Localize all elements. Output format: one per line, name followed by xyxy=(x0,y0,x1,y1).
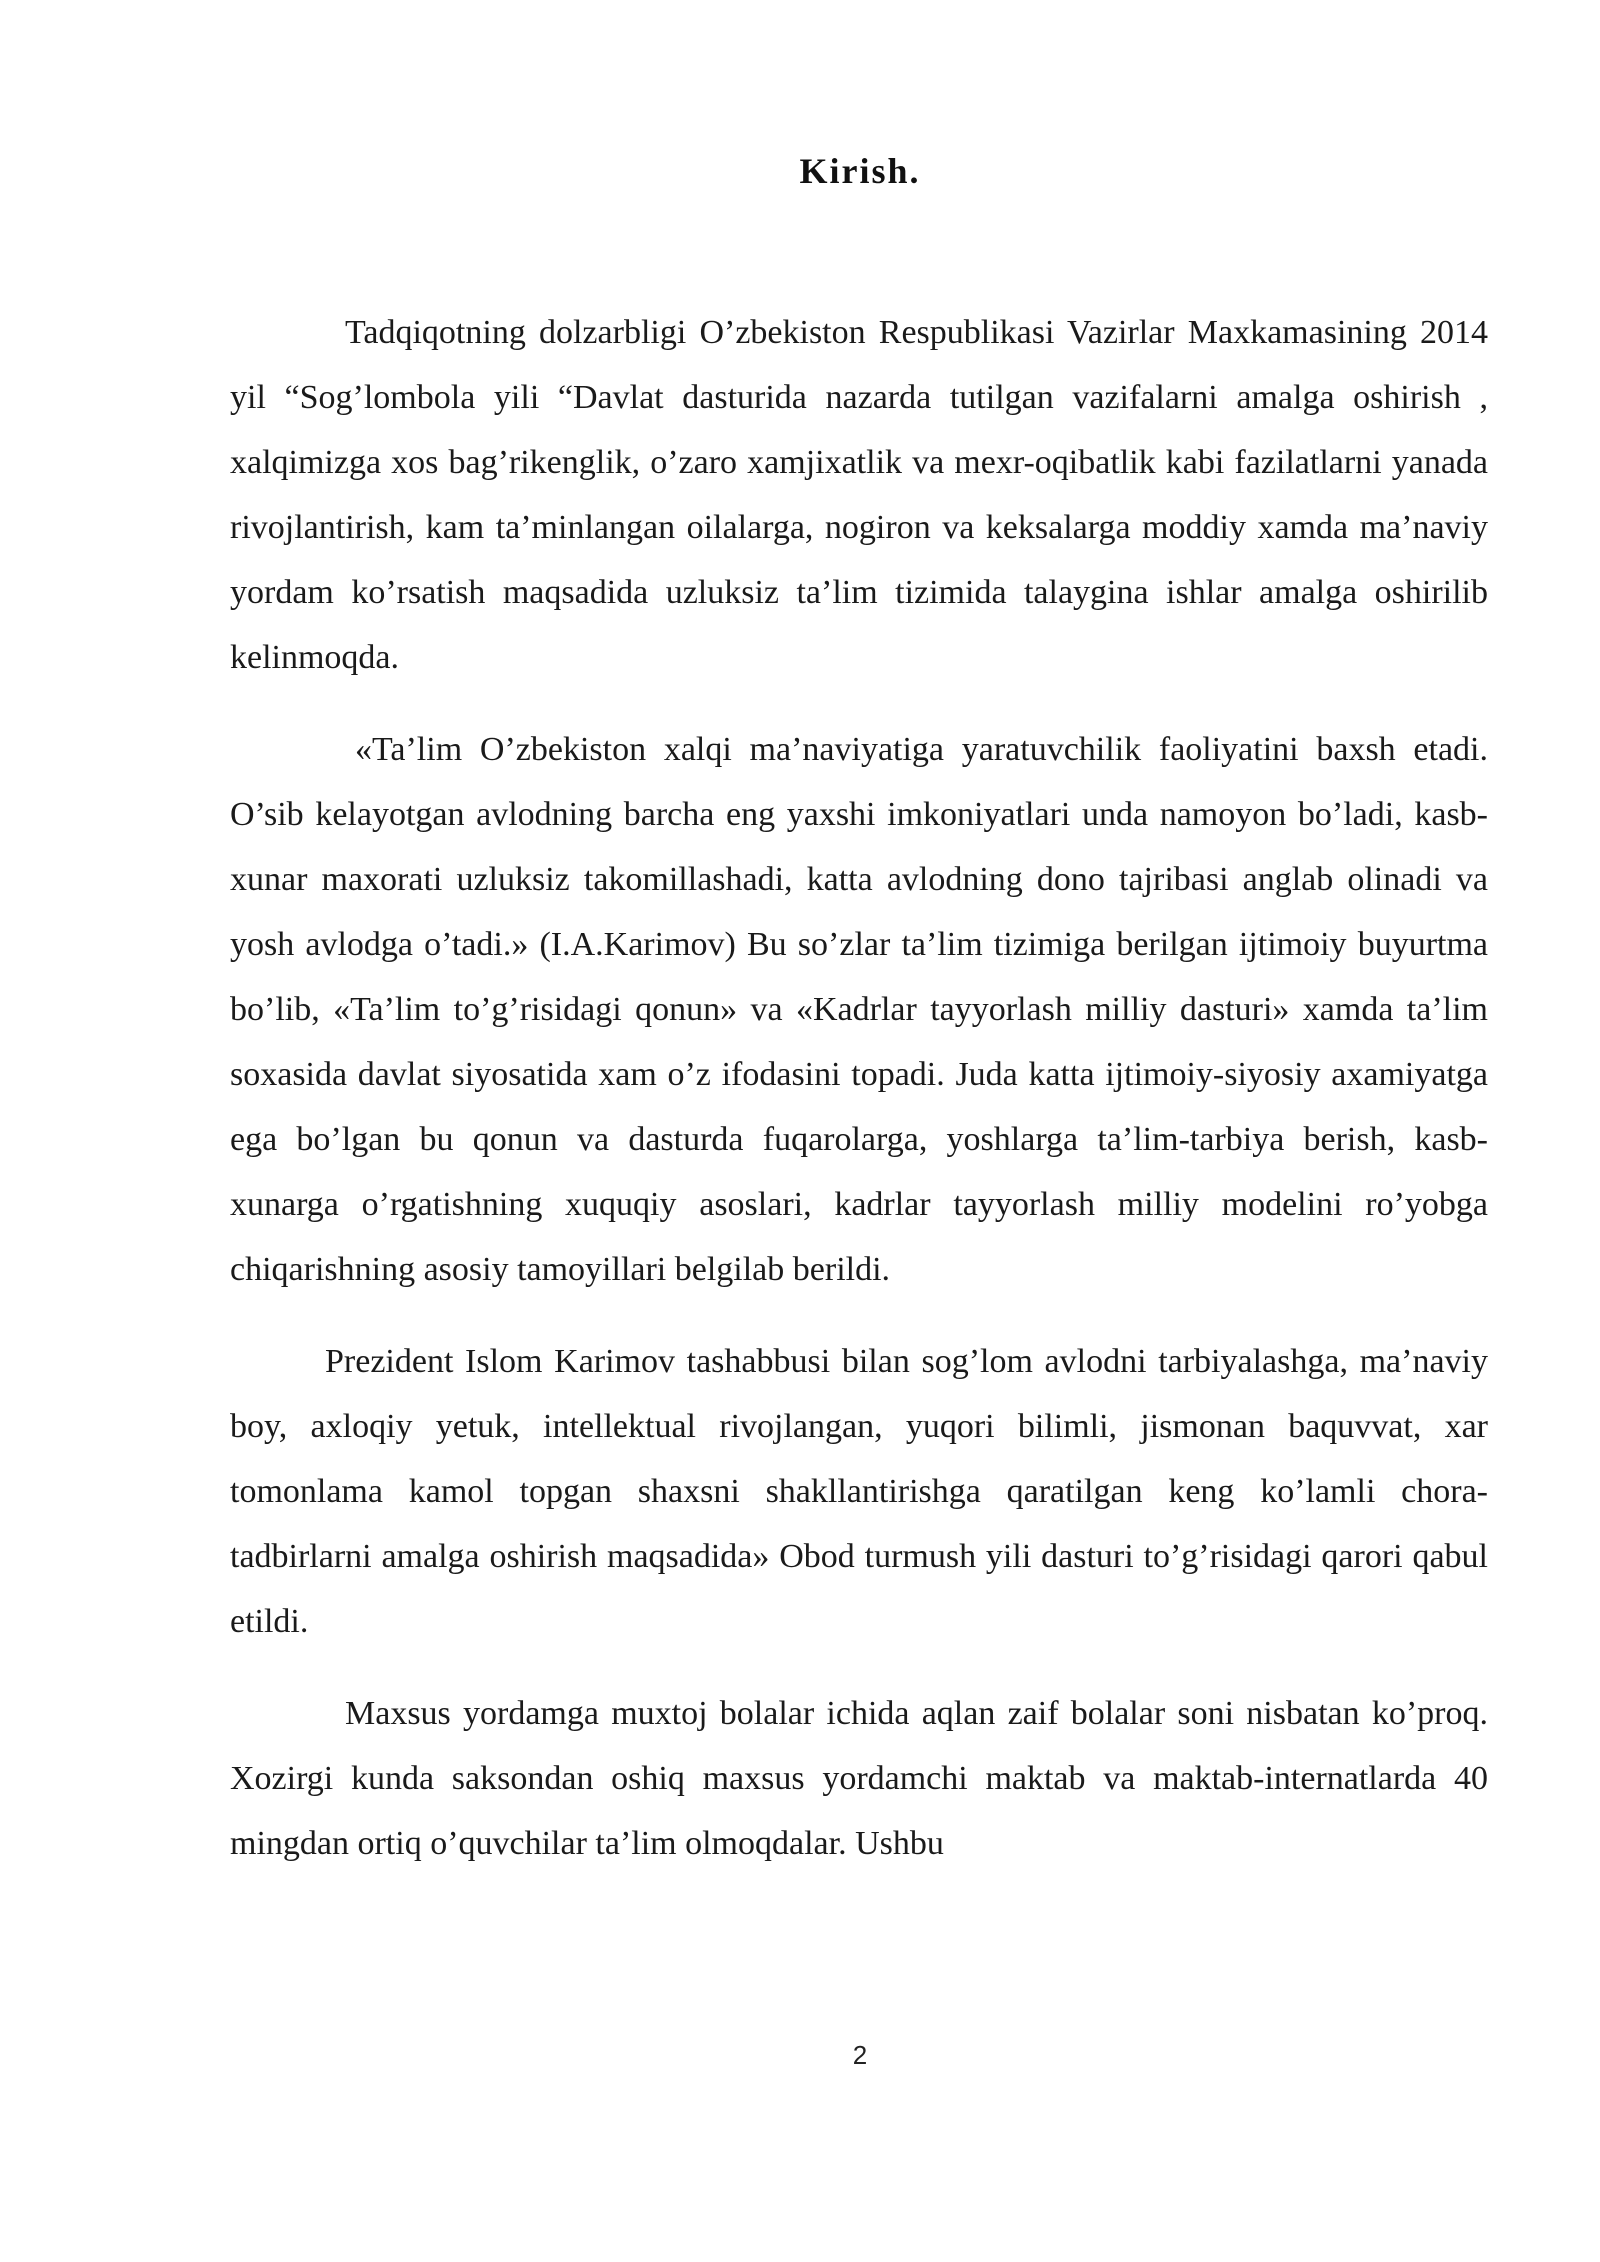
page-number: 2 xyxy=(852,2040,868,2070)
paragraph-relevance: Tadqiqotning dolzarbligi O’zbekiston Respublikasi Vazirlar Maxkamasining 2014 yil “Sog’lombola yili “Davlat dasturida nazarda tutilgan vazifalarni amalga oshirish , xalqimizga xos bag’rikenglik, o’zaro xamjixatlik va mexr-oqibatlik kabi fazilatlarni yanada rivojlantirish, kam ta’minlangan oilalarga, nogiron va keksalarga moddiy xamda ma’naviy yordam ko’rsatish maqsadida uzluksiz ta’lim tizimida talaygina ishlar amalga oshirilib kelinmoqda. xyxy=(230,314,1488,676)
paragraph-president: Prezident Islom Karimov tashabbusi bilan sog’lom avlodni tarbiyalashga, ma’naviy boy, axloqiy yetuk, intellektual rivojlangan, yuqori bilimli, jismonan baquvvat, xar tomonlama kamol topgan shaxsni shakllantirishga qaratilgan keng ko’lamli chora-tadbirlarni amalga oshirish maqsadida» Obod turmush yili dasturi to’g’risidagi qarori qabul etildi. xyxy=(230,1343,1488,1640)
paragraph-quote: «Ta’lim O’zbekiston xalqi ma’naviyatiga yaratuvchilik faoliyatini baxsh etadi. O’sib kelayotgan avlodning barcha eng yaxshi imkoniyatlari unda namoyon bo’ladi, kasb-xunar maxorati uzluksiz takomillashadi, katta avlodning dono tajribasi anglab olinadi va yosh avlodga o’tadi.» (I.A.Karimov) Bu so’zlar ta’lim tizimiga berilgan ijtimoiy buyurtma bo’lib, «Ta’lim to’g’risidagi qonun» va «Kadrlar tayyorlash milliy dasturi» xamda ta’lim soxasida davlat siyosatida xam o’z ifodasini topadi. Juda katta ijtimoiy-siyosiy axamiyatga ega bo’lgan bu qonun va dasturda fuqarolarga, yoshlarga ta’lim-tarbiya berish, kasb-xunarga o’rgatishning xuquqiy asoslari, kadrlar tayyorlash milliy modelini ro’yobga chiqarishning asosiy tamoyillari belgilab berildi. xyxy=(230,731,1488,1288)
body-text xyxy=(230,300,1488,1903)
page-title: Kirish. xyxy=(799,151,921,191)
paragraph-special-needs: Maxsus yordamga muxtoj bolalar ichida aqlan zaif bolalar soni nisbatan ko’proq. Xozirgi kunda saksondan oshiq maxsus yordamchi maktab va maktab-internatlarda 40 mingdan ortiq o’quvchilar ta’lim olmoqdalar. Ushbu xyxy=(230,1695,1488,1862)
